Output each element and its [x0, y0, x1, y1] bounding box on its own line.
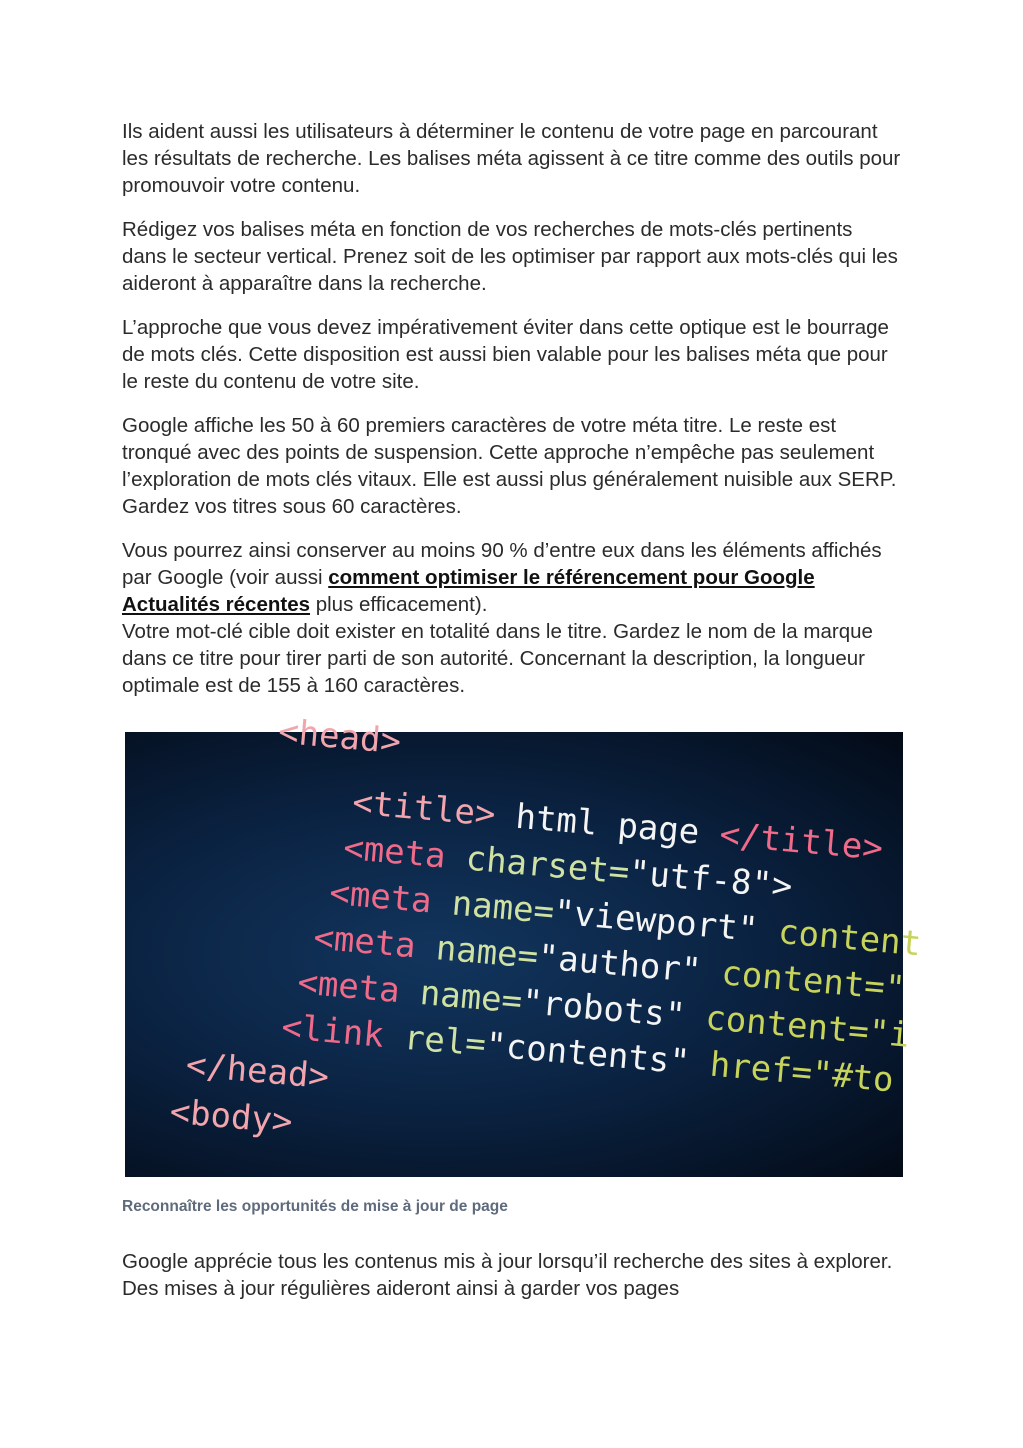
- code-tag: <meta: [295, 962, 402, 1012]
- code-tag: <head>: [276, 711, 403, 763]
- code-tag: </head>: [184, 1044, 331, 1098]
- code-extra: content=": [699, 951, 907, 1010]
- code-line-body: [168, 1092, 294, 1143]
- paragraph-5: [122, 537, 902, 618]
- code-attr: name=: [397, 971, 524, 1022]
- code-value: "viewport": [552, 892, 760, 951]
- seo-google-news-link[interactable]: comment optimiser le référencement pour Google Actualités récentes: [122, 566, 815, 616]
- paragraph-1: Ils aident aussi les utilisateurs à déterminer le contenu de votre page en parcourant les résultats de recherche. Les balises méta agissent à ce titre comme des outils pour promouvoir votre contenu.: [122, 120, 901, 197]
- code-tag: <link: [280, 1007, 386, 1056]
- html-code-image: [125, 711, 923, 1177]
- paragraph-7: Google apprécie tous les contenus mis à jour lorsqu’il recherche des sites à explorer. Des mises à jour régulières aideront ainsi à garder vos pages: [122, 1250, 893, 1300]
- code-tag: <title>: [350, 782, 498, 835]
- code-attr: charset=: [443, 836, 631, 893]
- code-line-head-close: [184, 1045, 330, 1097]
- code-tag: <meta: [327, 872, 434, 922]
- code-value: "author": [536, 937, 703, 992]
- code-extra: href="#to: [687, 1042, 896, 1101]
- article-continuation: [122, 1248, 912, 1319]
- section-caption: Reconnaître les opportunités de mise à jour de page: [122, 1198, 508, 1215]
- code-attr: rel=: [381, 1016, 488, 1065]
- code-text: html page: [493, 794, 722, 855]
- paragraph-5-text-after: plus efficacement).: [310, 593, 488, 616]
- code-tag: </title>: [717, 814, 885, 869]
- paragraph-2: Rédigez vos balises méta en fonction de vos recherches de mots-clés pertinents dans le secteur vertical. Prenez soit de les optimiser par rapport aux mots-clés qui les aideront à apparaître dans la recherche.: [122, 218, 898, 295]
- paragraph-5-text-before: Vous pourrez ainsi conserver au moins 90 % d’entre eux dans les éléments affichés par Google (voir aussi: [122, 539, 882, 589]
- code-line-head-open: [277, 712, 403, 763]
- code-tag: <body>: [168, 1091, 295, 1143]
- code-extra: content: [756, 910, 923, 965]
- code-tag: <meta: [341, 827, 448, 877]
- code-value: "utf-8">: [627, 852, 795, 907]
- code-image-svg: [125, 711, 923, 1177]
- paragraph-4: Google affiche les 50 à 60 premiers caractères de votre méta titre. Le reste est tronqué avec des points de suspension. Cette approche n’empêche pas seulement l’exploration de mots clés vitaux. Elle est aussi plus généralement nuisible aux SERP. Gardez vos titres sous 60 caractères.: [122, 414, 897, 518]
- code-extra: content="i: [683, 996, 912, 1056]
- code-tag: <meta: [311, 917, 418, 967]
- paragraph-6: Votre mot-clé cible doit exister en totalité dans le titre. Gardez le nom de la marque dans ce titre pour tirer parti de son autorité. Concernant la description, la longueur optimale est de 155 à 160 caractères.: [122, 620, 873, 697]
- code-attr: name=: [413, 926, 540, 978]
- code-value: "contents": [483, 1024, 692, 1083]
- article-body: [122, 118, 902, 716]
- code-attr: name=: [429, 881, 556, 933]
- code-value: "robots": [520, 981, 687, 1037]
- paragraph-3: L’approche que vous devez impérativement éviter dans cette optique est le bourrage de mots clés. Cette disposition est aussi bien valable pour les balises méta que pour le reste du contenu de votre site.: [122, 316, 889, 393]
